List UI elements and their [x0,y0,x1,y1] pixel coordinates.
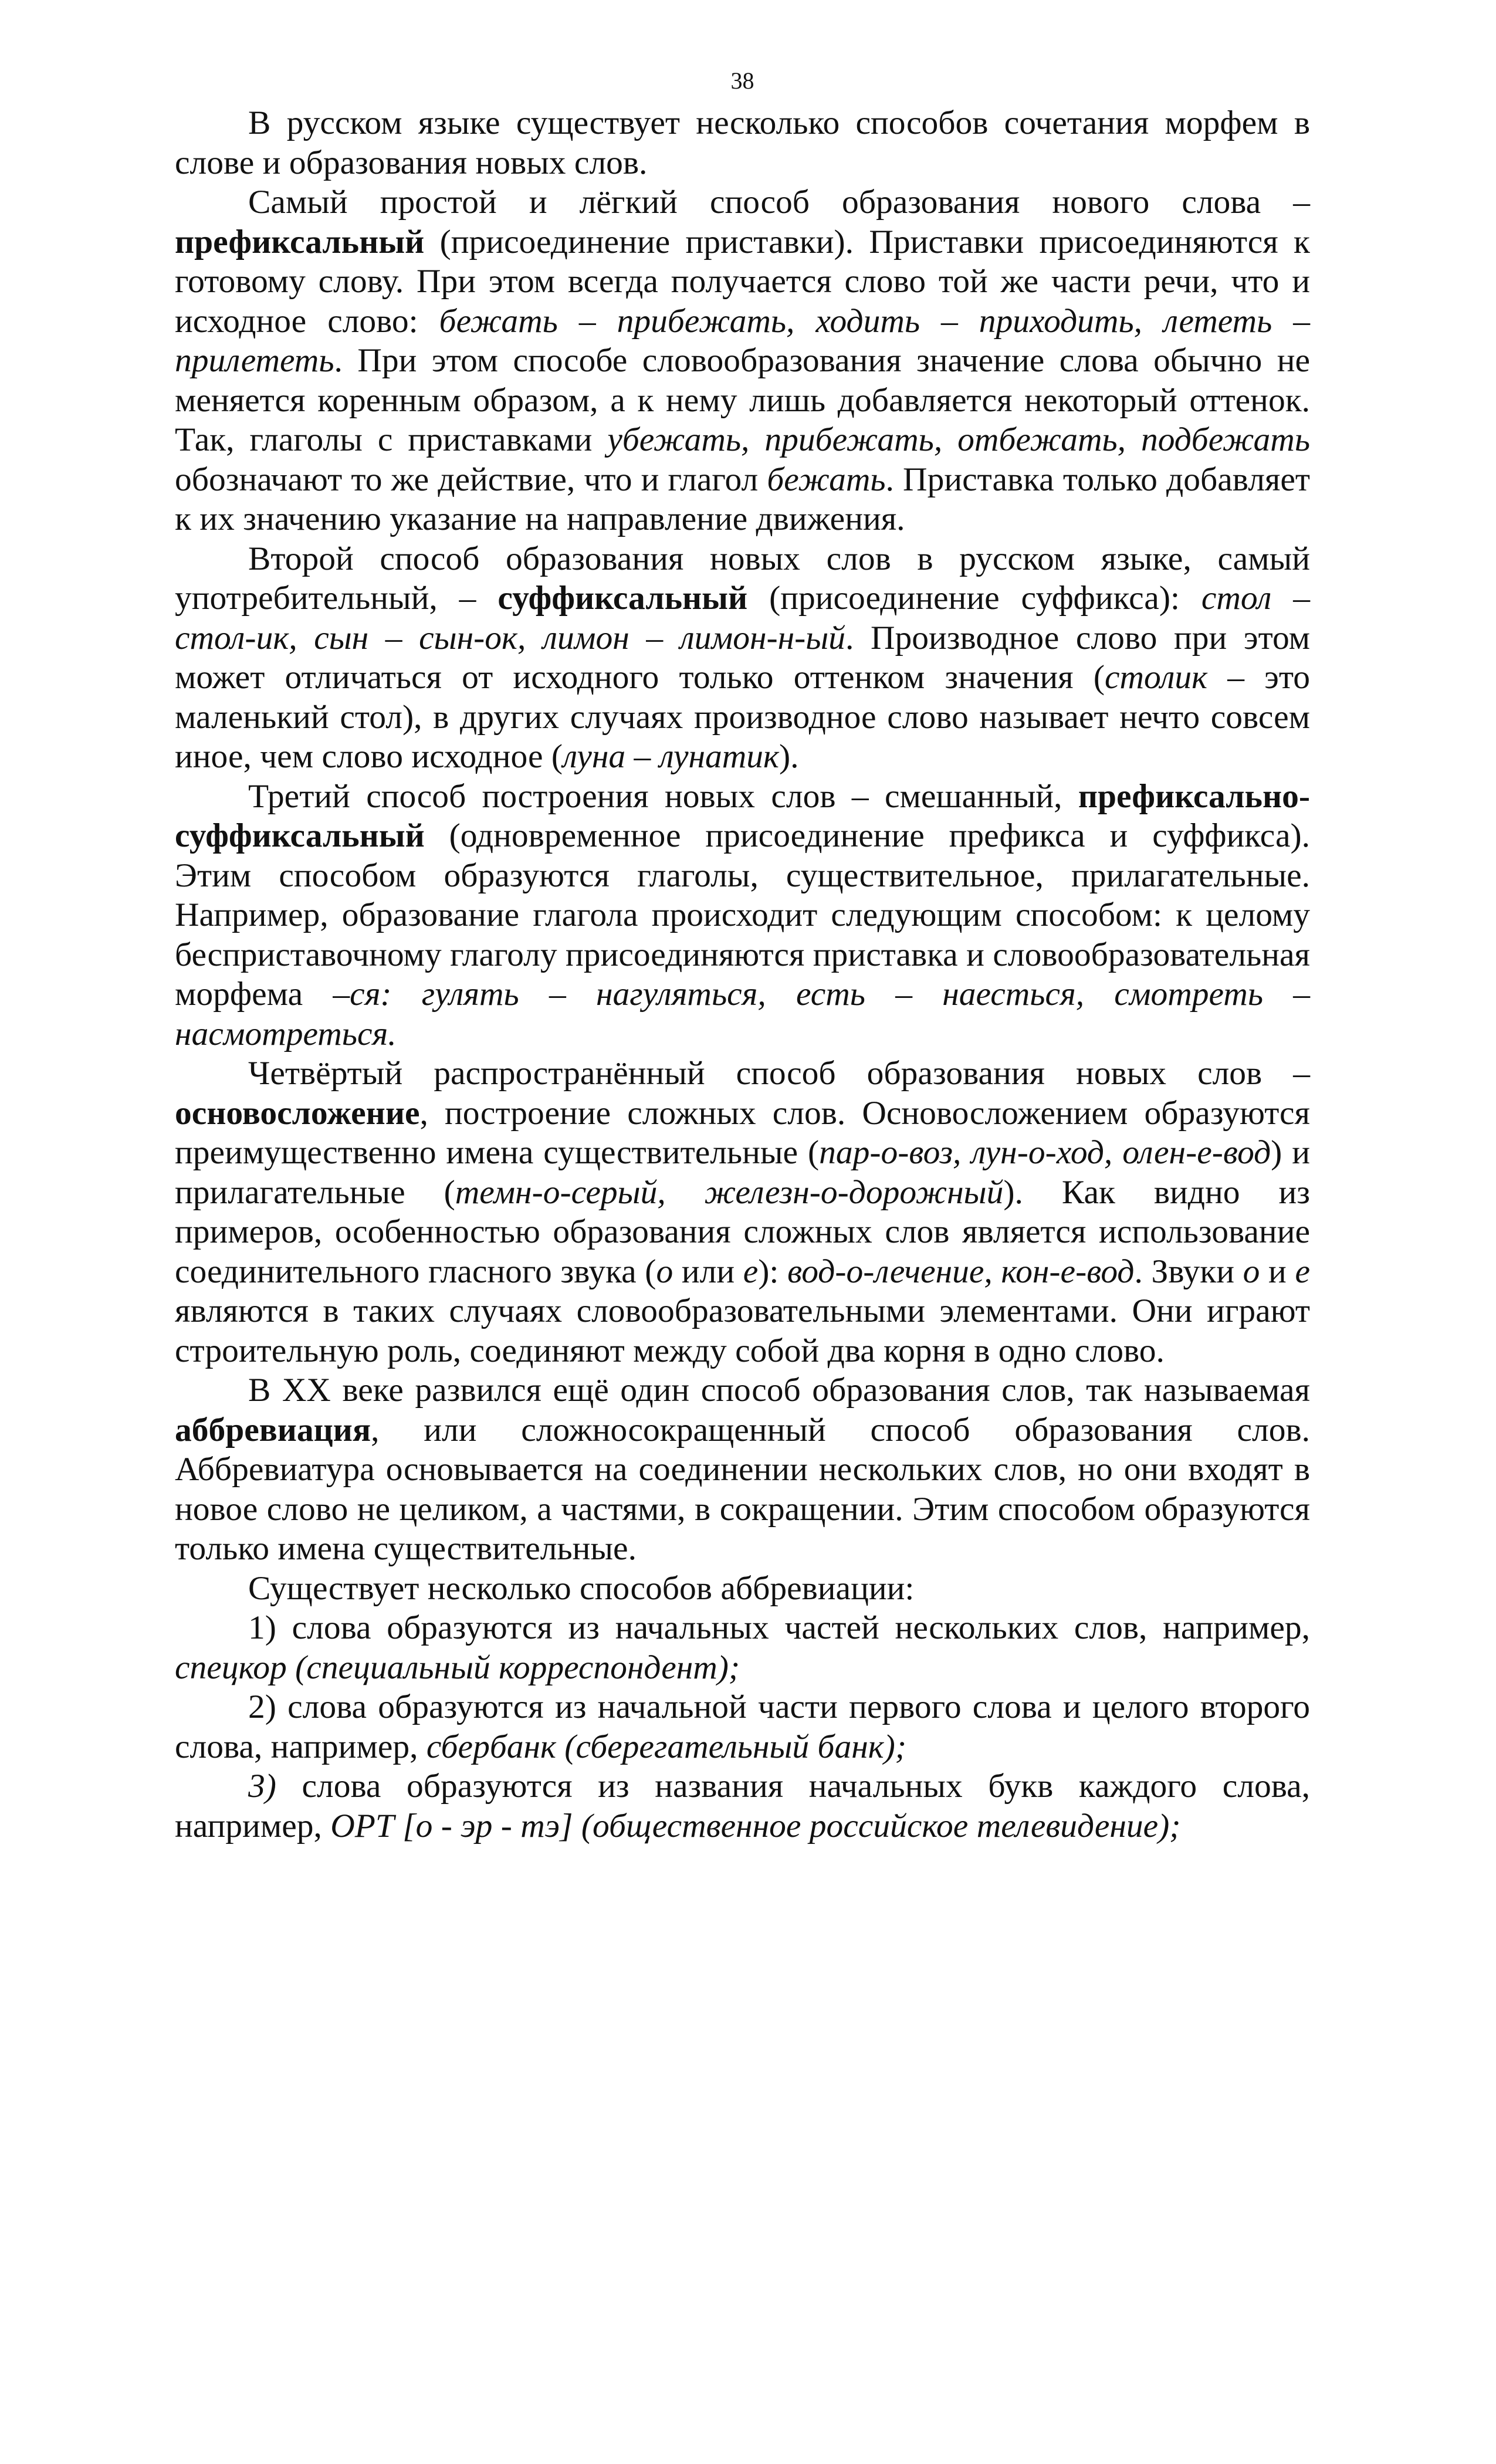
italic-example: столик [1104,659,1208,696]
italic-example: ОРТ [о - эр - тэ] (общественное российское телевидение); [330,1807,1181,1844]
italic-example: –ся: гулять – нагуляться, есть – наесться, смотреть – насмотреться. [175,976,1310,1052]
document-page [175,69,1310,1846]
text-run: ). Как видно из примеров, особенностью образования сложных слов является использование соединительного гласного звука ( [175,1173,1311,1290]
italic-example: вод-о-лечение, кон-е-вод [787,1253,1135,1290]
italic-example: бежать [767,461,886,498]
body-text [175,103,1310,1846]
italic-example: спецкор (специальный корреспондент); [175,1649,740,1686]
text-run: . Звуки [1134,1253,1243,1290]
text-run: ). [779,738,799,775]
italic-example: бежать – прибежать, ходить – приходить, лететь – прилететь [175,302,1310,379]
text-run: (одновременное присоединение префикса и суффикса). Этим способом образуются глаголы, существительное, прилагательные. Например, образование глагола происходит следующим способом: к целому бесприставочному глаголу присоединяются приставка и словообразовательная морфема [175,817,1310,1013]
text-run: 1) слова образуются из начальных частей нескольких слов, например, [248,1609,1310,1646]
paragraph-suffixal [175,539,1310,777]
text-run: В русском языке существует несколько способов сочетания морфем в слове и образования новых слов. [175,104,1310,181]
text-run: Третий способ построения новых слов – смешанный, [248,777,1078,815]
italic-example: е [1295,1253,1310,1290]
text-run: ) и прилагательные ( [175,1134,1311,1211]
text-run: Самый простой и лёгкий способ образования нового слова – [248,184,1310,221]
paragraph-prefixal [175,182,1310,539]
text-run: или [673,1253,743,1290]
italic-example: темн-о-серый, железн-о-дорожный [455,1173,1004,1211]
text-run: В XX веке развился ещё один способ образования слов, так называемая [248,1372,1310,1409]
bold-term: основосложение [175,1094,420,1132]
paragraph-abbreviation [175,1370,1310,1569]
text-run: Четвёртый распространённый способ образования новых слов – [248,1055,1310,1092]
text-run: , построение сложных слов. Основосложением образуются преимущественно имена существительные ( [175,1094,1310,1171]
text-run: – это маленький стол), в других случаях производное слово называет нечто совсем иное, чем слово исходное ( [175,659,1310,775]
text-run: (присоединение приставки). Приставки присоединяются к готовому слову. При этом всегда получается слово той же части речи, что и исходное слово: [175,223,1310,340]
italic-example: пар-о-воз, лун-о-ход, олен-е-вод [819,1134,1271,1171]
bold-term: суффиксальный [497,580,748,617]
italic-example: о [1243,1253,1260,1290]
text-run: являются в таких случаях словообразовательными элементами. Они играют строительную роль, соединяют между собой два корня в одно слово. [175,1292,1310,1369]
italic-example: сбербанк (сберегательный банк); [426,1728,906,1765]
paragraph-abbr-item-2 [175,1687,1310,1766]
italic-example: 3) [248,1768,276,1805]
text-run: . Производное слово при этом может отличаться от исходного только оттенком значения ( [175,619,1310,696]
text-run: Второй способ образования новых слов в русском языке, самый употребительный, – [175,540,1310,617]
paragraph-abbr-item-1 [175,1608,1310,1687]
text-run: слова образуются из названия начальных букв каждого слова, например, [175,1768,1310,1844]
text-run: . Приставка только добавляет к их значению указание на направление движения. [175,461,1310,537]
bold-term: префиксально-суффиксальный [175,777,1310,854]
italic-example: стол – стол-ик, сын – сын-ок, лимон – лимон-н-ый [175,580,1311,656]
text-run: (присоединение суффикса): [747,580,1201,617]
paragraph-intro [175,103,1310,182]
italic-example: е [743,1253,759,1290]
paragraph-abbr-intro [175,1569,1310,1609]
italic-example: о [656,1253,673,1290]
paragraph-prefix-suffixal [175,777,1310,1054]
paragraph-compounding [175,1054,1310,1370]
italic-example: убежать, прибежать, отбежать, подбежать [607,421,1310,458]
bold-term: префиксальный [175,223,425,260]
paragraph-abbr-item-3 [175,1766,1310,1846]
text-run: 2) слова образуются из начальной части первого слова и целого второго слова, например, [175,1688,1310,1765]
text-run: , или сложносокращенный способ образования слов. Аббревиатура основывается на соединении нескольких слов, но они входят в новое слово не целиком, а частями, в сокращении. Этим способом образуются только имена существительные. [175,1411,1310,1567]
text-run: обозначают то же действие, что и глагол [175,461,767,498]
text-run: и [1260,1253,1295,1290]
italic-example: луна – лунатик [563,738,779,775]
text-run: Существует несколько способов аббревиации: [248,1569,915,1607]
text-run: ): [758,1253,788,1290]
bold-term: аббревиация [175,1411,371,1448]
text-run: . При этом способе словообразования значение слова обычно не меняется коренным образом, а к нему лишь добавляется некоторый оттенок. Так, глаголы с приставками [175,342,1310,458]
page-number: 38 [730,67,754,94]
